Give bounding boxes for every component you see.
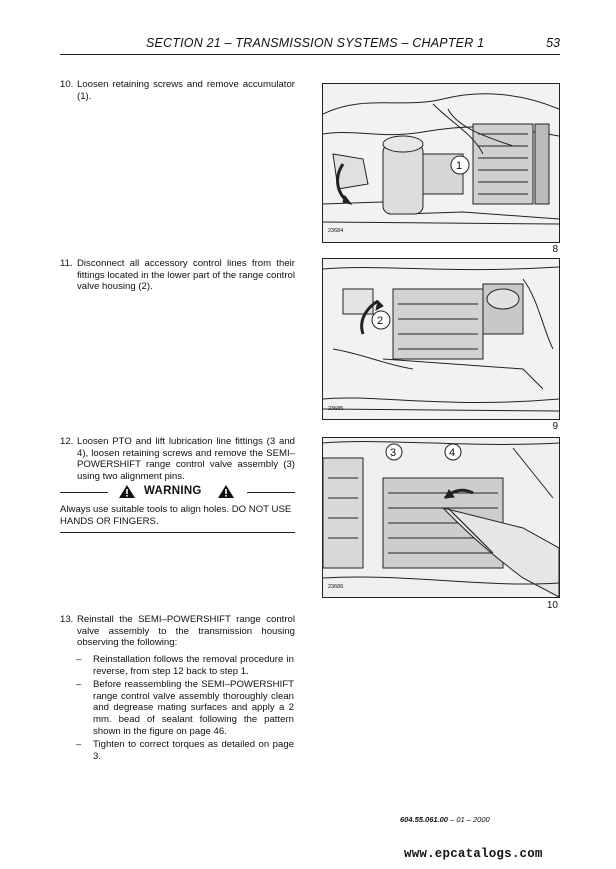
document-reference: [400, 815, 490, 824]
figure-ref: 23685: [328, 406, 344, 412]
warning-rule-left: [60, 492, 108, 493]
list-item: – Reinstallation follows the removal procedure in reverse, from step 12 back to step 1.: [76, 654, 294, 677]
figure-8: [322, 83, 560, 243]
warning-heading: [60, 484, 295, 500]
figure-9: [322, 258, 560, 420]
callout-3: 3: [390, 447, 397, 459]
header-rule: [60, 54, 560, 55]
figure-number: 8: [552, 244, 558, 255]
step-number: 12.: [60, 436, 74, 447]
figure-number: 10: [546, 600, 558, 611]
page-number: 53: [546, 36, 560, 50]
figure-10: [322, 437, 560, 598]
step-number: 13.: [60, 614, 74, 625]
figure-ref: 23684: [328, 228, 344, 234]
doc-date: – 01 – 2000: [450, 815, 490, 824]
bullet-list: [76, 654, 294, 764]
warning-rule-right: [247, 492, 295, 493]
figure-10-illustration: [323, 438, 559, 597]
warning-label: WARNING: [144, 485, 202, 497]
step-text: Reinstall the SEMI–POWERSHIFT range control valve assembly to the transmission housing observing the following:: [77, 614, 295, 649]
bullet-text: Before reassembling the SEMI–POWERSHIFT range control valve assembly thoroughly clean and degrease mating surfaces and apply a 2 mm. bead of sealant following the pattern shown in the figure on page 46.: [93, 679, 294, 737]
step-number: 10.: [60, 79, 74, 90]
step-text: Disconnect all accessory control lines from their fittings located in the lower part of the range control valve housing (2).: [77, 258, 295, 293]
warning-triangle-icon: [118, 484, 136, 499]
callout-2: 2: [377, 315, 384, 327]
callout-4: 4: [449, 447, 456, 459]
page-header: [60, 30, 560, 52]
figure-number: 9: [552, 421, 558, 432]
warning-triangle-icon: [217, 484, 235, 499]
section-title: SECTION 21 – TRANSMISSION SYSTEMS – CHAPTER 1: [146, 36, 485, 50]
callout-1: 1: [456, 160, 463, 172]
figure-8-illustration: [323, 84, 559, 242]
step-text: Loosen PTO and lift lubrication line fittings (3 and 4), loosen retaining screws and remove the SEMI–POWERSHIFT range control valve assembly (3) using two alignment pins.: [77, 436, 295, 482]
step-number: 11.: [60, 258, 73, 269]
bullet-text: Reinstallation follows the removal procedure in reverse, from step 12 back to step 1.: [93, 654, 294, 677]
list-item: – Before reassembling the SEMI–POWERSHIFT range control valve assembly thoroughly clean and degrease mating surfaces and apply a 2 mm. bead of sealant following the pattern shown in the figure on page 46.: [76, 679, 294, 737]
figure-9-illustration: [323, 259, 559, 419]
website-link[interactable]: www.epcatalogs.com: [404, 847, 543, 861]
warning-bottom-rule: [60, 532, 295, 533]
warning-text: Always use suitable tools to align holes. DO NOT USE HANDS OR FINGERS.: [60, 504, 292, 527]
list-item: – Tighten to correct torques as detailed on page 3.: [76, 739, 294, 762]
step-text: Loosen retaining screws and remove accumulator (1).: [77, 79, 295, 102]
bullet-text: Tighten to correct torques as detailed on page 3.: [93, 739, 294, 762]
doc-code: 604.55.061.00: [400, 815, 448, 824]
figure-ref: 23686: [328, 584, 344, 590]
